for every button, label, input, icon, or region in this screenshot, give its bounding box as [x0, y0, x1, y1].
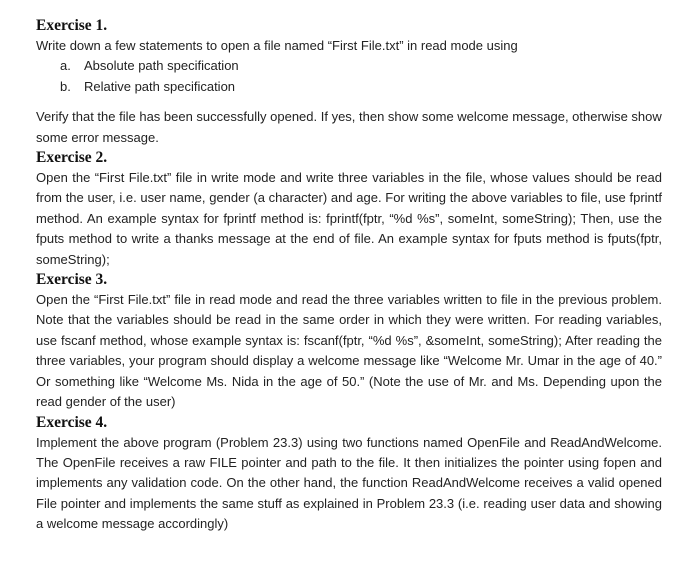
exercise-3-heading: Exercise 3.: [36, 271, 108, 289]
list-item-text: Absolute path specification: [84, 58, 239, 74]
exercise-1-verify: Verify that the file has been successfully opened. If yes, then show some welcome message, otherwise show some error message.: [36, 109, 662, 145]
exercise-2-body: Open the “First File.txt” file in write mode and write three variables in the file, whose values should be read from the user, i.e. user name, gender (a character) and age. For writing the above variables to file, use fprintf method. An example syntax for fprintf method is: fprintf(fptr, “%d %s”, someInt, someString); Then, use the fputs method to write a thanks message at the end of file. An example syntax for fputs method is fputs(fptr, someString);: [36, 170, 662, 267]
document-page: [36, 16, 662, 535]
exercise-3-body: Open the “First File.txt” file in read mode and read the three variables written to file in the previous problem. Note that the variables should be read in the same order in which they were written. For reading variables, use fscanf method, whose example syntax is: fscanf(fptr, “%d %s”, &someInt, someString); After reading the three variables, your program should display a welcome message like “Welcome Mr. Umar in the age of 40.” Or something like “Welcome Ms. Nida in the age of 50.” (Note the use of Mr. and Ms. Depending upon the read gender of the user): [36, 292, 662, 410]
list-marker: b.: [60, 78, 71, 94]
exercise-4-heading: Exercise 4.: [36, 413, 108, 431]
list-marker: a.: [60, 58, 71, 74]
list-item: [36, 56, 662, 76]
exercise-1-list: [36, 56, 662, 97]
spacer: [36, 97, 662, 107]
exercise-4-body: Implement the above program (Problem 23.3) using two functions named OpenFile and ReadAndWelcome. The OpenFile receives a raw FILE pointer and path to the file. It then initializes the pointer using fopen and implements any validation code. On the other hand, the function ReadAndWelcome receives a valid opened File pointer and implements the same stuff as explained in Problem 23.3 (i.e. reading user data and showing a welcome message accordingly): [36, 434, 662, 532]
list-item-text: Relative path specification: [84, 78, 236, 94]
exercise-2-heading: Exercise 2.: [36, 149, 108, 167]
exercise-1-intro: Write down a few statements to open a file named “First File.txt” in read mode using: [36, 38, 518, 53]
list-item: [36, 77, 662, 97]
exercise-1-heading: Exercise 1.: [36, 17, 108, 34]
